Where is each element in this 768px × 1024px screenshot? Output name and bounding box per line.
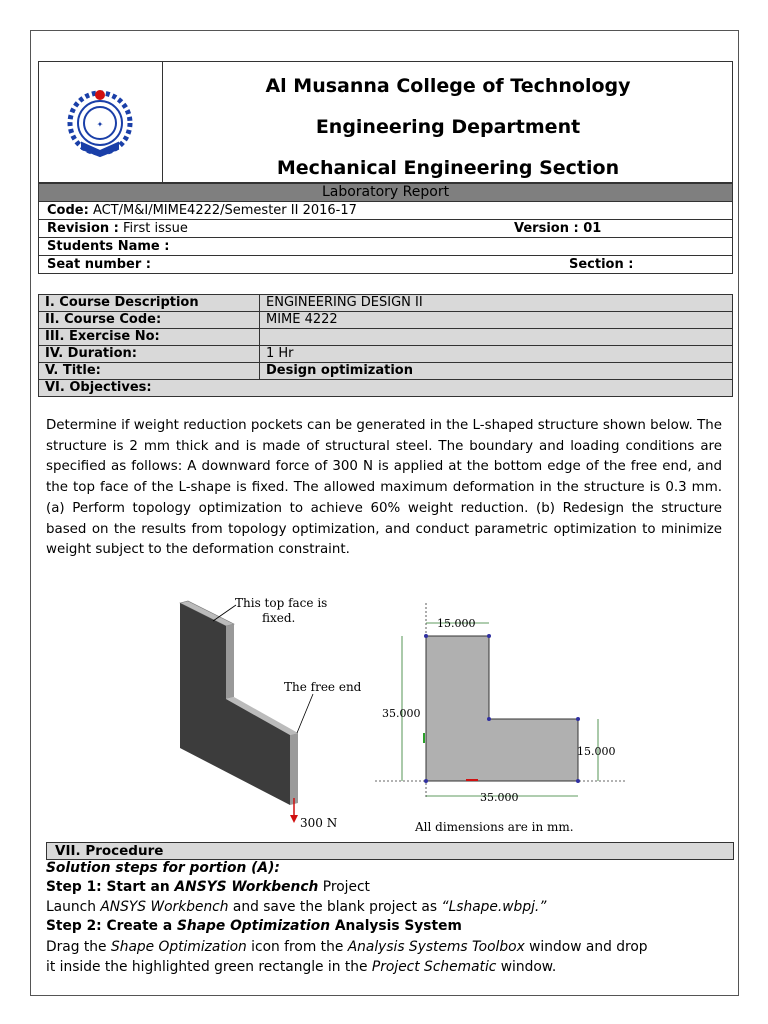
launch-mid: and save the blank project as [228, 899, 442, 915]
code-row [38, 202, 733, 220]
top-face-label: This top face is [235, 596, 328, 610]
drag-instruction [46, 937, 736, 977]
step-2-italic: Shape Optimization [176, 918, 331, 934]
dim-bottom: 35.000 [480, 791, 519, 804]
revision-value: First issue [123, 221, 188, 236]
launch-instruction [46, 899, 736, 915]
drag-text-4: Analysis Systems Toolbox [347, 939, 525, 955]
revision-row [38, 220, 733, 238]
version-label: Version : 01 [514, 221, 602, 236]
course-table [38, 294, 733, 397]
row-value: 1 Hr [260, 346, 733, 363]
row-label: III. Exercise No: [39, 329, 260, 346]
figure-caption: All dimensions are in mm. [415, 820, 574, 834]
dim-right: 15.000 [577, 745, 616, 758]
drag-text-7: Project Schematic [371, 959, 497, 975]
college-logo [38, 61, 163, 183]
section-label: Section : [569, 257, 634, 272]
code-value: ACT/M&I/MIME4222/Semester II 2016-17 [92, 203, 357, 218]
portion-a-heading: Solution steps for portion (A): [46, 860, 280, 876]
row-value: ENGINEERING DESIGN II [260, 295, 733, 312]
procedure-heading: VII. Procedure [46, 842, 734, 860]
logo-cell [38, 61, 163, 183]
launch-italic: ANSYS Workbench [100, 899, 229, 915]
drag-text-1: Drag the [46, 939, 111, 955]
objective-paragraph: Determine if weight reduction pockets can be generated in the L-shaped structure shown below. The structure is 2 mm thick and is made of structural steel. The boundary and loading conditions are specified as follows: A downward force of 300 N is applied at the bottom edge of the free end, and the top face of the L-shape is fixed. The allowed maximum deformation in the structure is 0.3 mm. (a) Perform topology optimization to achieve 60% weight reduction. (b) Redesign the structure based on the results from topology optimization, and conduct parametric optimization to minimize weight subject to the deformation constraint. [46, 418, 722, 558]
dim-left: 35.000 [382, 707, 421, 720]
row-value [260, 329, 733, 346]
table-row [39, 363, 733, 380]
l-shape-2d [375, 603, 625, 798]
top-face-label-2: fixed. [262, 611, 296, 625]
drag-text-8: window. [496, 959, 557, 975]
seat-number-label: Seat number : [47, 257, 152, 272]
step-1-suffix: Project [318, 879, 370, 895]
row-label: II. Course Code: [39, 312, 260, 329]
step-1-heading [46, 879, 736, 895]
row-label: VI. Objectives: [39, 380, 733, 397]
table-row [39, 346, 733, 363]
department-name: Engineering Department [315, 116, 581, 138]
free-end-label: The free end [284, 680, 362, 694]
step-2-prefix: Step 2: Create a [46, 918, 177, 934]
top-face-leader [213, 605, 236, 621]
row-value: MIME 4222 [260, 312, 733, 329]
table-row [39, 380, 733, 397]
college-name: Al Musanna College of Technology [265, 75, 631, 97]
drag-text-2: Shape Optimization [110, 939, 247, 955]
step-2-suffix: Analysis System [330, 918, 462, 934]
report-title-bar: Laboratory Report [38, 183, 733, 202]
free-end-leader [297, 694, 313, 733]
force-arrow-head [290, 815, 298, 823]
row-value: Design optimization [260, 363, 733, 380]
row-label: IV. Duration: [39, 346, 260, 363]
code-label: Code: [47, 203, 89, 218]
svg-text:✦: ✦ [96, 120, 104, 129]
table-row [39, 295, 733, 312]
l-shape-3d [180, 601, 298, 805]
drag-text-3: icon from the [246, 939, 348, 955]
table-row [39, 329, 733, 346]
students-name-row: Students Name : [38, 238, 733, 256]
launch-filename: “Lshape.wbpj.” [441, 899, 547, 915]
step-1-italic: ANSYS Workbench [174, 879, 319, 895]
l-shape-figure [170, 593, 630, 838]
row-label: V. Title: [39, 363, 260, 380]
revision-label: Revision : [47, 221, 119, 236]
drag-text-5: window and drop [524, 939, 648, 955]
step-2-heading [46, 918, 736, 934]
step-1-prefix: Step 1: Start an [46, 879, 175, 895]
force-label: 300 N [300, 816, 338, 830]
seat-number-row [38, 256, 733, 274]
table-row [39, 312, 733, 329]
drag-text-6: it inside the highlighted green rectangle in the [46, 959, 372, 975]
launch-prefix: Launch [46, 899, 101, 915]
section-name: Mechanical Engineering Section [276, 157, 620, 179]
row-label: I. Course Description [39, 295, 260, 312]
dim-top: 15.000 [437, 617, 476, 630]
